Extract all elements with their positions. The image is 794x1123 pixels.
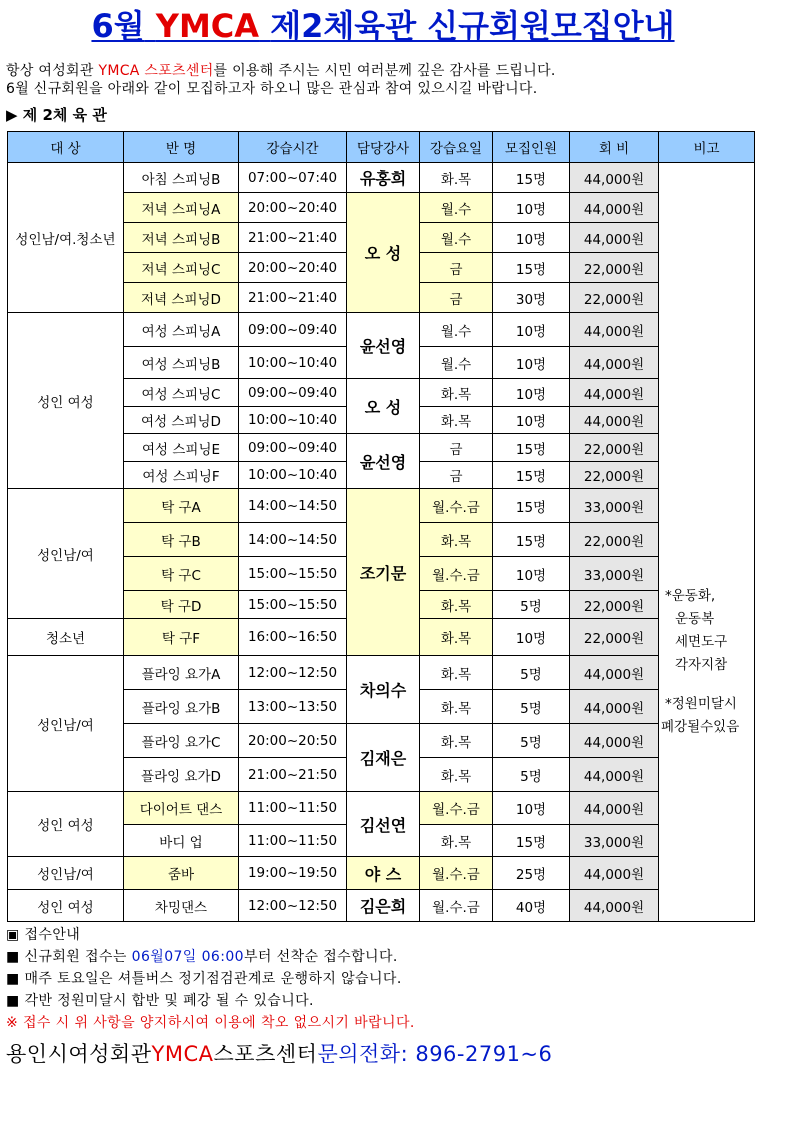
class-name-cell: 탁 구F — [124, 619, 239, 656]
note-1 — [6, 946, 766, 968]
fee-cell: 22,000원 — [570, 619, 659, 656]
instructor-cell: 윤선영 — [347, 313, 420, 379]
header-cell: 모집인원 — [493, 132, 570, 163]
time-cell: 20:00~20:40 — [239, 193, 347, 223]
count-cell: 30명 — [493, 283, 570, 313]
count-cell: 15명 — [493, 163, 570, 193]
count-cell: 5명 — [493, 758, 570, 792]
time-cell: 15:00~15:50 — [239, 557, 347, 591]
intro-line-1 — [6, 62, 766, 80]
fee-cell: 44,000원 — [570, 890, 659, 922]
time-cell: 21:00~21:50 — [239, 758, 347, 792]
days-cell: 금 — [420, 462, 493, 489]
fee-cell: 44,000원 — [570, 407, 659, 434]
count-cell: 10명 — [493, 313, 570, 347]
fee-cell: 22,000원 — [570, 523, 659, 557]
remark-line: *운동화, — [665, 588, 716, 604]
intro-line-1-a: 항상 여성회관 — [6, 63, 94, 79]
class-name-cell: 저녁 스피닝D — [124, 283, 239, 313]
target-cell: 성인남/여 — [8, 489, 124, 619]
time-cell: 11:00~11:50 — [239, 825, 347, 857]
class-name-cell: 플라잉 요가C — [124, 724, 239, 758]
class-name-cell: 여성 스피닝B — [124, 347, 239, 379]
instructor-cell: 야 스 — [347, 857, 420, 890]
time-cell: 21:00~21:40 — [239, 223, 347, 253]
count-cell: 10명 — [493, 193, 570, 223]
class-name-cell: 저녁 스피닝A — [124, 193, 239, 223]
class-name-cell: 플라잉 요가D — [124, 758, 239, 792]
intro-org: YMCA 스포츠센터 — [98, 63, 214, 79]
time-cell: 07:00~07:40 — [239, 163, 347, 193]
footer-org-a: 용인시여성회관 — [6, 1042, 152, 1066]
days-cell: 화.목 — [420, 758, 493, 792]
notes-heading: ▣ 접수안내 — [6, 927, 81, 943]
target-cell: 성인 여성 — [8, 313, 124, 489]
class-name-cell: 여성 스피닝D — [124, 407, 239, 434]
count-cell: 5명 — [493, 690, 570, 724]
class-name-cell: 여성 스피닝E — [124, 434, 239, 462]
class-name-cell: 아침 스피닝B — [124, 163, 239, 193]
class-name-cell: 탁 구B — [124, 523, 239, 557]
time-cell: 16:00~16:50 — [239, 619, 347, 656]
class-name-cell: 차밍댄스 — [124, 890, 239, 922]
time-cell: 14:00~14:50 — [239, 523, 347, 557]
note-2: ■ 매주 토요일은 셔틀버스 정기점검관계로 운행하지 않습니다. — [6, 971, 402, 987]
time-cell: 12:00~12:50 — [239, 656, 347, 690]
target-cell: 성인 여성 — [8, 890, 124, 922]
footer-org-b: 스포츠센터 — [213, 1042, 318, 1066]
note-1-date: 06월07일 06:00 — [131, 949, 244, 965]
count-cell: 5명 — [493, 724, 570, 758]
fee-cell: 22,000원 — [570, 462, 659, 489]
footer-phone: 문의전화: 896-2791~6 — [317, 1042, 553, 1066]
remark-line: 운동복 — [675, 611, 715, 627]
time-cell: 10:00~10:40 — [239, 347, 347, 379]
remark-line: 폐강될수있음 — [661, 719, 740, 735]
class-name-cell: 탁 구C — [124, 557, 239, 591]
header-cell: 반 명 — [124, 132, 239, 163]
page-title — [0, 6, 766, 46]
time-cell: 10:00~10:40 — [239, 462, 347, 489]
header-cell: 대 상 — [8, 132, 124, 163]
days-cell: 화.목 — [420, 619, 493, 656]
note-1-a: ■ 신규회원 접수는 — [6, 949, 132, 965]
note-1-b: 부터 선착순 접수합니다. — [243, 949, 398, 965]
fee-cell: 44,000원 — [570, 193, 659, 223]
note-3: ■ 각반 정원미달시 합반 및 폐강 될 수 있습니다. — [6, 993, 314, 1009]
target-cell: 성인 여성 — [8, 792, 124, 857]
table-row — [8, 163, 755, 193]
fee-cell: 44,000원 — [570, 758, 659, 792]
instructor-cell: 유홍희 — [347, 163, 420, 193]
fee-cell: 22,000원 — [570, 591, 659, 619]
fee-cell: 44,000원 — [570, 792, 659, 825]
header-cell: 비고 — [659, 132, 755, 163]
fee-cell: 33,000원 — [570, 557, 659, 591]
table-row — [8, 489, 755, 523]
intro-line-1-b: 를 이용해 주시는 시민 여러분께 깊은 감사를 드립니다. — [213, 63, 556, 79]
days-cell: 금 — [420, 283, 493, 313]
class-name-cell: 플라잉 요가B — [124, 690, 239, 724]
footer-org: YMCA — [151, 1042, 214, 1066]
instructor-cell: 오 성 — [347, 379, 420, 434]
time-cell: 15:00~15:50 — [239, 591, 347, 619]
table-body — [8, 163, 755, 922]
days-cell: 월.수.금 — [420, 557, 493, 591]
remark-line: 각자지참 — [675, 657, 728, 673]
instructor-cell: 오 성 — [347, 193, 420, 313]
class-name-cell: 플라잉 요가A — [124, 656, 239, 690]
fee-cell: 44,000원 — [570, 690, 659, 724]
fee-cell: 33,000원 — [570, 489, 659, 523]
days-cell: 월.수.금 — [420, 489, 493, 523]
instructor-cell: 김은희 — [347, 890, 420, 922]
class-name-cell: 다이어트 댄스 — [124, 792, 239, 825]
fee-cell: 22,000원 — [570, 253, 659, 283]
note-4: ※ 접수 시 위 사항을 양지하시여 이용에 착오 없으시기 바랍니다. — [6, 1015, 415, 1031]
title-rest: 제2체육관 신규회원모집안내 — [270, 7, 675, 45]
section-heading: ▶ 제 2체 육 관 — [6, 106, 107, 124]
header-cell: 회 비 — [570, 132, 659, 163]
count-cell: 15명 — [493, 523, 570, 557]
fee-cell: 44,000원 — [570, 656, 659, 690]
count-cell: 15명 — [493, 489, 570, 523]
table-header-row — [8, 132, 755, 163]
days-cell: 화.목 — [420, 825, 493, 857]
header-cell: 담당강사 — [347, 132, 420, 163]
remark-line: 세면도구 — [675, 634, 728, 650]
instructor-cell: 조기문 — [347, 489, 420, 656]
days-cell: 금 — [420, 253, 493, 283]
count-cell: 15명 — [493, 253, 570, 283]
fee-cell: 44,000원 — [570, 379, 659, 407]
count-cell: 10명 — [493, 619, 570, 656]
count-cell: 10명 — [493, 557, 570, 591]
fee-cell: 33,000원 — [570, 825, 659, 857]
instructor-cell: 차의수 — [347, 656, 420, 724]
count-cell: 40명 — [493, 890, 570, 922]
count-cell: 10명 — [493, 223, 570, 253]
class-name-cell: 저녁 스피닝C — [124, 253, 239, 283]
fee-cell: 44,000원 — [570, 857, 659, 890]
days-cell: 화.목 — [420, 163, 493, 193]
intro-text — [6, 62, 766, 98]
count-cell: 10명 — [493, 407, 570, 434]
table-row — [8, 890, 755, 922]
count-cell: 15명 — [493, 825, 570, 857]
days-cell: 월.수.금 — [420, 890, 493, 922]
days-cell: 화.목 — [420, 591, 493, 619]
target-cell: 성인남/여.청소년 — [8, 163, 124, 313]
days-cell: 화.목 — [420, 690, 493, 724]
time-cell: 09:00~09:40 — [239, 434, 347, 462]
remark-line: *정원미달시 — [665, 696, 737, 712]
title-month: 6월 — [91, 7, 145, 45]
count-cell: 15명 — [493, 462, 570, 489]
class-name-cell: 바디 업 — [124, 825, 239, 857]
fee-cell: 44,000원 — [570, 347, 659, 379]
count-cell: 5명 — [493, 656, 570, 690]
table-row — [8, 857, 755, 890]
table-row — [8, 313, 755, 347]
fee-cell: 44,000원 — [570, 223, 659, 253]
time-cell: 10:00~10:40 — [239, 407, 347, 434]
time-cell: 09:00~09:40 — [239, 379, 347, 407]
count-cell: 10명 — [493, 792, 570, 825]
time-cell: 11:00~11:50 — [239, 792, 347, 825]
class-name-cell: 저녁 스피닝B — [124, 223, 239, 253]
fee-cell: 22,000원 — [570, 283, 659, 313]
time-cell: 14:00~14:50 — [239, 489, 347, 523]
days-cell: 월.수 — [420, 193, 493, 223]
header-cell: 강습요일 — [420, 132, 493, 163]
target-cell: 청소년 — [8, 619, 124, 656]
count-cell: 10명 — [493, 347, 570, 379]
class-name-cell: 줌바 — [124, 857, 239, 890]
fee-cell: 44,000원 — [570, 724, 659, 758]
time-cell: 20:00~20:50 — [239, 724, 347, 758]
time-cell: 21:00~21:40 — [239, 283, 347, 313]
time-cell: 12:00~12:50 — [239, 890, 347, 922]
instructor-cell: 김재은 — [347, 724, 420, 792]
class-name-cell: 여성 스피닝C — [124, 379, 239, 407]
instructor-cell: 윤선영 — [347, 434, 420, 489]
days-cell: 금 — [420, 434, 493, 462]
instructor-cell: 김선연 — [347, 792, 420, 857]
target-cell: 성인남/여 — [8, 857, 124, 890]
intro-line-2: 6월 신규회원을 아래와 같이 모집하고자 하오니 많은 관심과 참여 있으시길 바랍니다. — [6, 81, 538, 97]
days-cell: 화.목 — [420, 523, 493, 557]
count-cell: 15명 — [493, 434, 570, 462]
footer-contact — [6, 1040, 552, 1068]
days-cell: 화.목 — [420, 724, 493, 758]
days-cell: 월.수 — [420, 223, 493, 253]
class-name-cell: 탁 구D — [124, 591, 239, 619]
table-row — [8, 656, 755, 690]
remarks-cell — [659, 163, 755, 922]
fee-cell: 44,000원 — [570, 313, 659, 347]
days-cell: 월.수.금 — [420, 857, 493, 890]
count-cell: 25명 — [493, 857, 570, 890]
days-cell: 월.수.금 — [420, 792, 493, 825]
days-cell: 화.목 — [420, 407, 493, 434]
class-name-cell: 여성 스피닝A — [124, 313, 239, 347]
class-name-cell: 여성 스피닝F — [124, 462, 239, 489]
fee-cell: 44,000원 — [570, 163, 659, 193]
time-cell: 09:00~09:40 — [239, 313, 347, 347]
time-cell: 20:00~20:40 — [239, 253, 347, 283]
count-cell: 10명 — [493, 379, 570, 407]
target-cell: 성인남/여 — [8, 656, 124, 792]
header-cell: 강습시간 — [239, 132, 347, 163]
time-cell: 19:00~19:50 — [239, 857, 347, 890]
class-name-cell: 탁 구A — [124, 489, 239, 523]
fee-cell: 22,000원 — [570, 434, 659, 462]
title-org: YMCA — [155, 7, 260, 45]
table-row — [8, 792, 755, 825]
count-cell: 5명 — [493, 591, 570, 619]
schedule-table — [7, 131, 755, 922]
days-cell: 화.목 — [420, 379, 493, 407]
days-cell: 화.목 — [420, 656, 493, 690]
notes-section — [6, 924, 766, 1034]
days-cell: 월.수 — [420, 347, 493, 379]
days-cell: 월.수 — [420, 313, 493, 347]
time-cell: 13:00~13:50 — [239, 690, 347, 724]
